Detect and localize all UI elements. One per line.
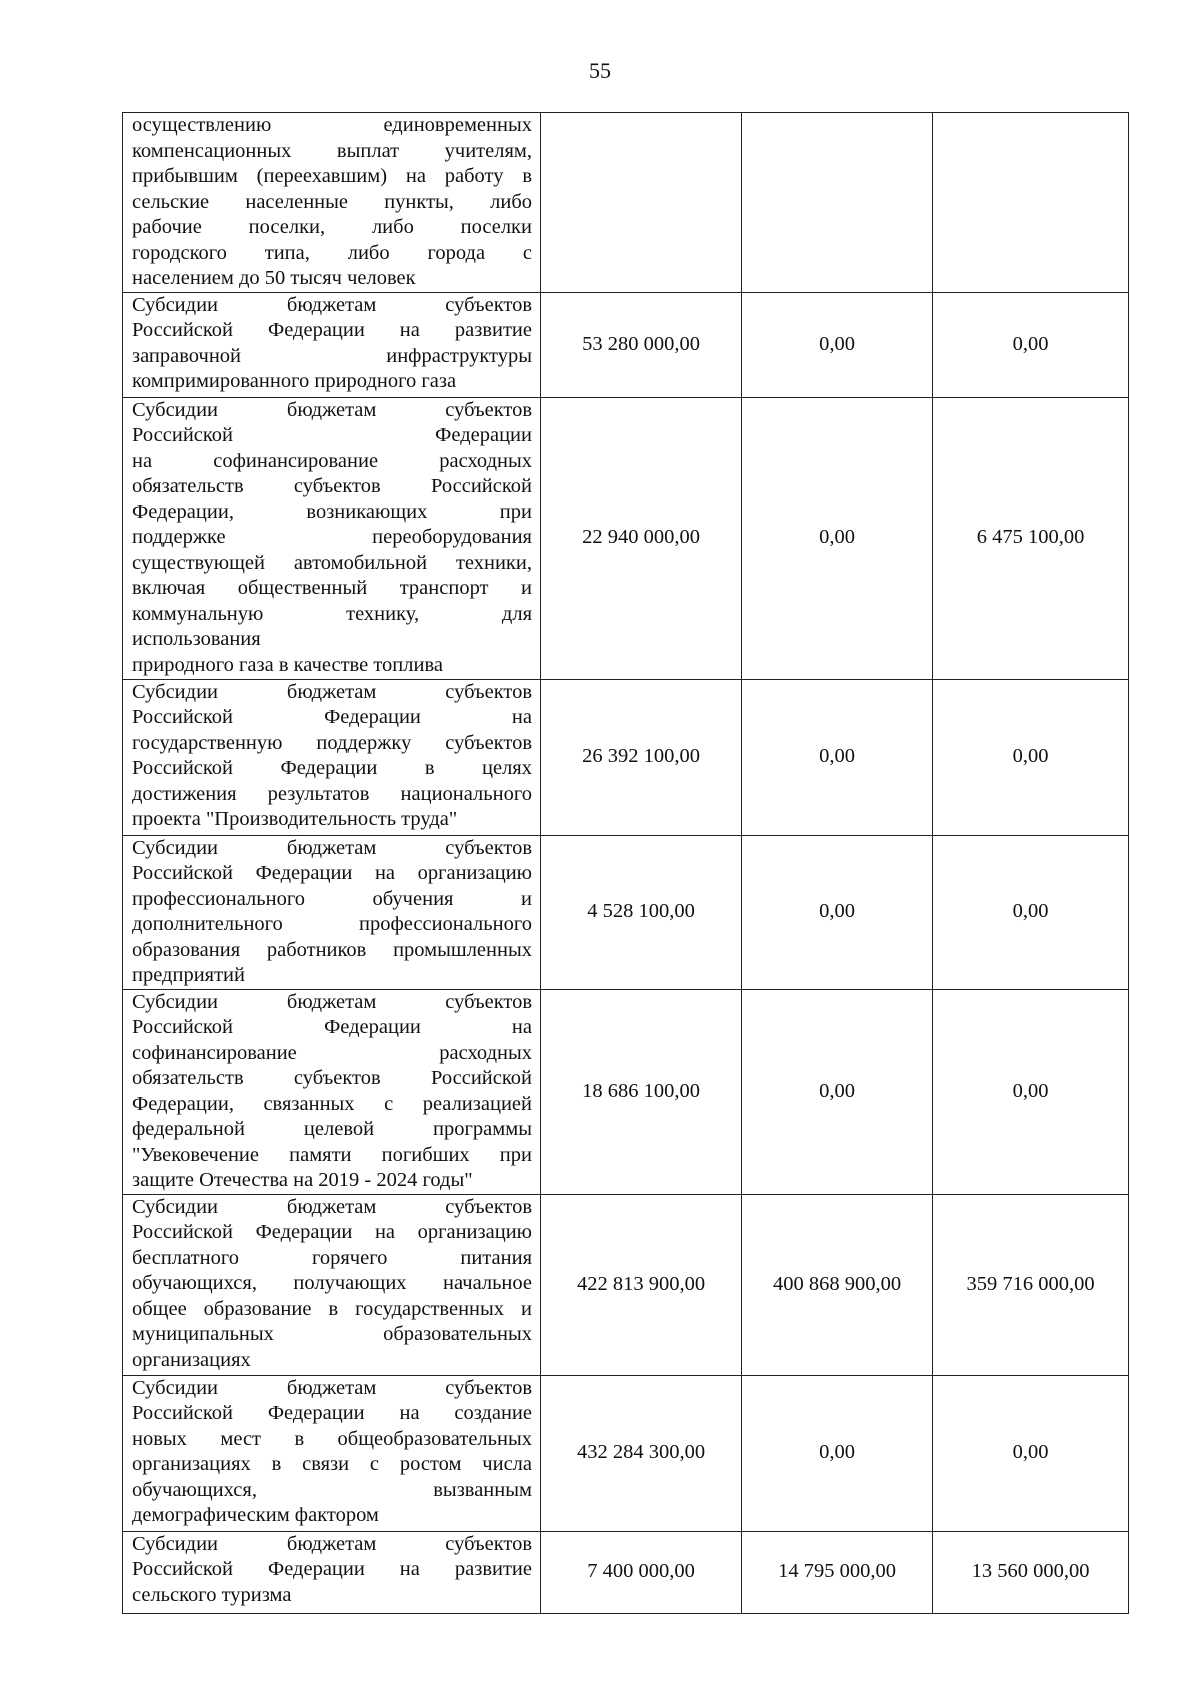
description-line: городского типа, либо города с <box>132 241 532 264</box>
description-line: Российской Федерации на развитие <box>132 1558 532 1580</box>
table-row <box>123 1375 1129 1531</box>
description-line: Российской Федерации в целях <box>132 757 532 779</box>
description-line: осуществлению единовременных <box>132 114 532 136</box>
page-number: 55 <box>589 58 611 83</box>
value-2022 <box>933 113 1129 293</box>
description-line: организациях <box>132 1348 251 1371</box>
value-2022: 0,00 <box>933 1375 1129 1531</box>
description-line: Российской Федерации на <box>132 706 532 728</box>
description-line: новых мест в общеобразовательных <box>132 1427 532 1450</box>
table-row <box>123 679 1129 835</box>
description-line: Российской Федерации на <box>132 1016 532 1038</box>
description-line: коммунальную технику, для <box>132 602 532 625</box>
value-2022: 0,00 <box>933 292 1129 397</box>
value-2020: 53 280 000,00 <box>541 292 742 397</box>
table-row <box>123 1194 1129 1375</box>
value-2020: 7 400 000,00 <box>541 1531 742 1613</box>
description-line: сельские населенные пункты, либо <box>132 190 532 213</box>
table-row <box>123 835 1129 989</box>
description-line: Российской Федерации на организацию <box>132 1221 532 1243</box>
description-line: Российской Федерации <box>132 424 532 446</box>
description-line: проекта "Производительность труда" <box>132 808 458 830</box>
description-line: государственную поддержку субъектов <box>132 731 532 754</box>
row-description <box>123 1194 541 1375</box>
value-2021: 0,00 <box>742 1375 933 1531</box>
description-line: Субсидии бюджетам субъектов <box>132 680 532 703</box>
description-line: защите Отечества на 2019 - 2024 годы" <box>132 1169 473 1191</box>
description-line: федеральной целевой программы <box>132 1118 532 1140</box>
row-description <box>123 679 541 835</box>
table-row <box>123 397 1129 679</box>
description-line: прибывшим (переехавшим) на работу в <box>132 165 532 187</box>
description-line: на софинансирование расходных <box>132 449 532 472</box>
description-line: рабочие поселки, либо поселки <box>132 216 532 238</box>
description-line: Федерации, возникающих при <box>132 500 532 523</box>
description-line: Субсидии бюджетам субъектов <box>132 1376 532 1399</box>
value-2022: 6 475 100,00 <box>933 397 1129 679</box>
value-2020: 432 284 300,00 <box>541 1375 742 1531</box>
value-2022: 0,00 <box>933 835 1129 989</box>
description-line: Субсидии бюджетам субъектов <box>132 1195 532 1218</box>
description-line: "Увековечение памяти погибших при <box>132 1143 532 1166</box>
table-row <box>123 292 1129 397</box>
row-description <box>123 989 541 1194</box>
description-line: обучающихся, получающих начальное <box>132 1272 532 1294</box>
description-line: образования работников промышленных <box>132 938 532 961</box>
row-description <box>123 1531 541 1613</box>
value-2020: 22 940 000,00 <box>541 397 742 679</box>
subsidies-table <box>122 112 1129 1614</box>
value-2021: 0,00 <box>742 679 933 835</box>
table-row <box>123 113 1129 293</box>
description-line: Российской Федерации на создание <box>132 1402 532 1424</box>
description-line: бесплатного горячего питания <box>132 1246 532 1269</box>
value-2021 <box>742 113 933 293</box>
description-line: Российской Федерации на организацию <box>132 862 532 884</box>
row-description <box>123 113 541 293</box>
description-line: обучающихся, вызванным <box>132 1478 532 1501</box>
table-row <box>123 989 1129 1194</box>
description-line: компримированного природного газа <box>132 370 457 392</box>
row-description <box>123 397 541 679</box>
value-2022: 0,00 <box>933 679 1129 835</box>
description-line: Федерации, связанных с реализацией <box>132 1092 532 1115</box>
description-line: достижения результатов национального <box>132 782 532 805</box>
value-2021: 0,00 <box>742 292 933 397</box>
value-2020: 18 686 100,00 <box>541 989 742 1194</box>
description-line: включая общественный транспорт и <box>132 577 532 599</box>
description-line: Субсидии бюджетам субъектов <box>132 836 532 859</box>
description-line: муниципальных образовательных <box>132 1323 532 1345</box>
description-line: профессионального обучения и <box>132 887 532 910</box>
row-description <box>123 292 541 397</box>
value-2021: 0,00 <box>742 835 933 989</box>
value-2021: 14 795 000,00 <box>742 1531 933 1613</box>
description-line: сельского туризма <box>132 1583 292 1606</box>
row-description <box>123 1375 541 1531</box>
description-line: дополнительного профессионального <box>132 913 532 935</box>
description-line: Субсидии бюджетам субъектов <box>132 1532 532 1555</box>
value-2020: 26 392 100,00 <box>541 679 742 835</box>
description-line: Субсидии бюджетам субъектов <box>132 990 532 1013</box>
description-line: демографическим фактором <box>132 1504 379 1526</box>
description-line: организациях в связи с ростом числа <box>132 1453 532 1475</box>
value-2021: 0,00 <box>742 397 933 679</box>
value-2020: 422 813 900,00 <box>541 1194 742 1375</box>
description-line: Российской Федерации на развитие <box>132 319 532 341</box>
description-line: Субсидии бюджетам субъектов <box>132 293 532 316</box>
description-line: поддержке переоборудования <box>132 526 532 548</box>
value-2021: 0,00 <box>742 989 933 1194</box>
value-2020: 4 528 100,00 <box>541 835 742 989</box>
description-line: Субсидии бюджетам субъектов <box>132 398 532 421</box>
description-line: обязательств субъектов Российской <box>132 1067 532 1089</box>
value-2022: 13 560 000,00 <box>933 1531 1129 1613</box>
description-line: природного газа в качестве топлива <box>132 653 443 676</box>
description-line: существующей автомобильной техники, <box>132 551 532 574</box>
description-line: населением до 50 тысяч человек <box>132 267 416 289</box>
value-2020 <box>541 113 742 293</box>
row-description <box>123 835 541 989</box>
table-row <box>123 1531 1129 1613</box>
description-line: заправочной инфраструктуры <box>132 344 532 367</box>
description-line: предприятий <box>132 964 246 986</box>
description-line: компенсационных выплат учителям, <box>132 139 532 162</box>
value-2021: 400 868 900,00 <box>742 1194 933 1375</box>
description-line: использования <box>132 628 261 650</box>
description-line: софинансирование расходных <box>132 1041 532 1064</box>
description-line: обязательств субъектов Российской <box>132 475 532 497</box>
value-2022: 0,00 <box>933 989 1129 1194</box>
description-line: общее образование в государственных и <box>132 1297 532 1320</box>
value-2022: 359 716 000,00 <box>933 1194 1129 1375</box>
